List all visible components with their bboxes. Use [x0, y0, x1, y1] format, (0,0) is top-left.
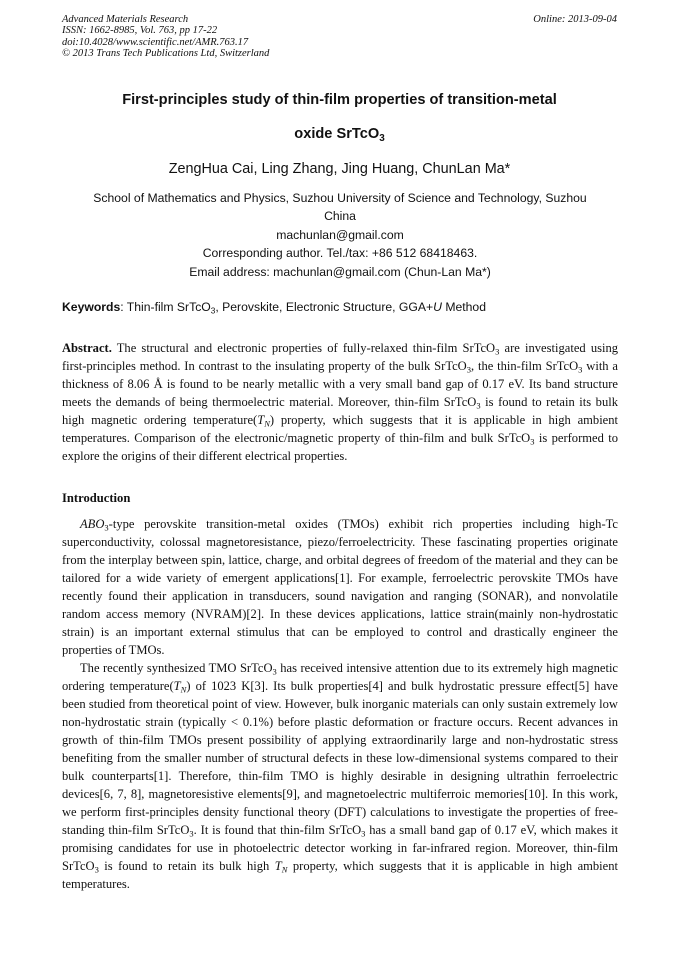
abstract-text: is performed to explore the origins of their different electrical properties. — [62, 431, 618, 463]
intro-sub: 3 — [104, 522, 109, 533]
abstract-paragraph — [62, 339, 618, 465]
intro-sub: 3 — [94, 864, 99, 875]
abstract-text: is found to retain its bulk high magnetic ordering temperature( — [62, 395, 618, 427]
email-address: Email address: machunlan@gmail.com (Chun-Lan Ma*) — [189, 264, 491, 279]
abstract-sub: 3 — [476, 400, 481, 411]
intro-symbol-sub: N — [281, 864, 288, 875]
abstract-sub: 3 — [466, 364, 472, 375]
journal-name: Advanced Materials Research — [62, 14, 189, 25]
abstract-text: , the thin-film SrTcO — [471, 359, 579, 373]
abstract-symbol: T — [257, 413, 265, 427]
intro-sub: 3 — [189, 828, 194, 839]
abstract-text: ) property, which suggests that it is applicable in high ambient temperatures. Comparison of the electronic/magnetic property of thin-film and bulk SrTcO — [62, 413, 619, 445]
affiliation-block — [80, 189, 600, 281]
intro-sub: 3 — [272, 666, 277, 677]
intro-text: has a small band gap of 0.17 eV, which makes it promising candidates for use in photoelectric detector working in far-infrared region. Moreover, thin-film SrTcO — [62, 823, 618, 873]
affiliation-line-1: School of Mathematics and Physics, Suzhou University of Science and Technology, Suzhou — [93, 191, 587, 205]
paper-title-line-2 — [62, 126, 617, 142]
abstract-text: are investigated using first-principles method. In contrast to the insulating property of the bulk SrTcO — [62, 341, 619, 373]
intro-text: ) of 1023 K[3]. Its bulk properties[4] and bulk hydrostatic pressure effect[5] have been studied from theoretical point of view. However, bulk inorganic materials can only sustain extremely low non-hydrostatic strain (typically < 0.1%) before plastic deformation or fracture occurs. Recent advances in growth of thin-film TMOs present possibility of applying extraordinarily large and non-hydrostatic stress benefiting from the smaller number of structural defects in these low-dimensional systems compared to their bulk counterparts[1]. Therefore, thin-film TMO is highly desirable in designing ultrathin ferroelectric devices[6, 7, 8], magnetoresistive elements[9], and magnetoelectric multiferroic memories[10]. In this work, we perform first-principles density functional theory (DFT) calculations to investigate the properties of free-standing thin-film SrTcO — [62, 679, 618, 837]
online-date: Online: 2013-09-04 — [533, 14, 617, 25]
journal-header — [62, 14, 617, 59]
abstract-sub: 3 — [578, 364, 583, 375]
intro-text: . It is found that thin-film SrTcO — [193, 823, 362, 837]
abstract-symbol-sub: N — [264, 418, 270, 429]
keywords-text-3: Method — [441, 300, 486, 314]
intro-abo: ABO — [80, 517, 105, 531]
introduction-paragraph-2 — [62, 659, 618, 893]
intro-text: has received intensive attention due to its extremely high magnetic ordering temperature( — [62, 661, 618, 693]
affiliation-line-2: China — [324, 209, 356, 224]
keywords-text-2: , Perovskite, Electronic Structure, GGA+ — [215, 300, 434, 314]
journal-doi: doi:10.4028/www.scientific.net/AMR.763.17 — [62, 36, 249, 48]
abstract-sub: 3 — [495, 346, 500, 357]
intro-symbol: T — [173, 679, 181, 693]
author-list: ZengHua Cai, Ling Zhang, Jing Huang, ChunLan Ma* — [168, 161, 511, 177]
corresponding-author: Corresponding author. Tel./tax: +86 512 68418463. — [202, 246, 478, 261]
keywords-subscript: 3 — [210, 305, 216, 316]
introduction-heading: Introduction — [62, 491, 131, 505]
keywords-u: U — [433, 300, 442, 314]
abstract-text: with a thickness of 8.06 Å is found to be nearly metallic with a very small band gap of 0.17 eV. Its band structure meets the demands of being thermoelectric material. Moreover, thin-film SrTcO — [62, 359, 618, 409]
paper-title-line-1: First-principles study of thin-film properties of transition-metal — [122, 92, 557, 108]
intro-text: property, which suggests that it is applicable in high ambient temperatures. — [62, 859, 618, 891]
keywords — [62, 300, 622, 314]
keywords-label: Keywords — [62, 300, 121, 314]
intro-text: -type perovskite transition-metal oxides (TMOs) exhibit rich properties including high-Tc superconductivity, colossal magnetoresistance, piezo/ferroelectricity. These fascinating properties originate from the interplay between spin, lattice, charge, and orbital degrees of freedom of the material and they can be tailored for a wide variety of emergent applications[1]. For example, ferroelectric perovskite TMOs have recently found their application in transducers, sound navigation and ranging (SONAR), and nonvolatile random access memory (NVRAM)[2]. In these devices applications, lattice strain(mainly non-hydrostatic strain) is an important external stimulus that can be employed to control and drastically engineer the properties of TMOs. — [62, 517, 618, 657]
intro-symbol-sub: N — [180, 684, 187, 695]
intro-text: The recently synthesized TMO SrTcO — [80, 661, 273, 675]
intro-sub: 3 — [361, 828, 366, 839]
abstract-sub: 3 — [530, 436, 535, 447]
author-email: machunlan@gmail.com — [276, 227, 404, 242]
introduction-paragraph-1 — [62, 515, 618, 659]
journal-issn: ISSN: 1662-8985, Vol. 763, pp 17-22 — [62, 25, 218, 37]
intro-symbol: T — [274, 859, 282, 873]
intro-text: is found to retain its bulk high — [98, 859, 275, 873]
journal-copyright: © 2013 Trans Tech Publications Ltd, Switzerland — [62, 47, 270, 59]
title-subscript: 3 — [379, 132, 385, 144]
keywords-text: : Thin-film SrTcO — [120, 300, 211, 314]
abstract-text: The structural and electronic properties of fully-relaxed thin-film SrTcO — [111, 341, 496, 355]
abstract-label: Abstract. — [62, 341, 112, 355]
title-text: oxide SrTcO — [294, 126, 380, 142]
